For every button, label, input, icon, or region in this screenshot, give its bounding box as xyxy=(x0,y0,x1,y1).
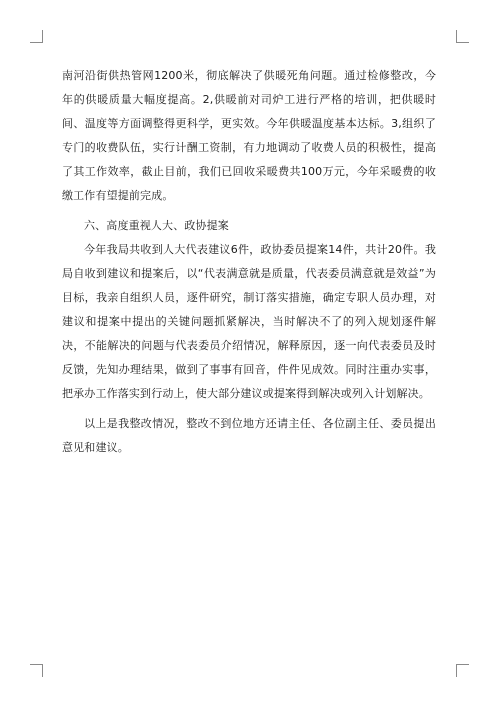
paragraph-closing: 以上是我整改情况，整改不到位地方还请主任、各位副主任、委员提出意见和建议。 xyxy=(62,417,436,454)
crop-mark-bottom-right xyxy=(456,664,469,677)
document-body xyxy=(62,64,436,460)
section-heading-proposals: 六、高度重视人大、政协提案 xyxy=(84,219,229,232)
crop-mark-bottom-left xyxy=(30,664,43,677)
crop-mark-top-right xyxy=(456,30,469,43)
paragraph-proposals-handling: 今年我局共收到人大代表建议6件，政协委员提案14件，共计20件。我局自收到建议和提案后，以“代表满意就是质量，代表委员满意就是效益”为目标，我亲自组织人员，逐件研究，制订落实措施，确定专职人员办理，对建议和提案中提出的关键问题抓紧解决，当时解决不了的列入规划逐件解决，不能解决的问题与代表委员介绍情况，解释原因，逐一向代表委员及时反馈，先知办理结果，做到了事事有回音，件件见成效。同时注重办实事，把承办工作落实到行动上，使大部分建议或提案得到解决或列入计划解决。 xyxy=(62,243,436,400)
paragraph-heating-summary: 南河沿街供热管网1200米，彻底解决了供暖死角问题。通过检修整改，今年的供暖质量大幅度提高。2,供暖前对司炉工进行严格的培训，把供暖时间、温度等方面调整得更科学，更实效。今年供暖温度基本达标。3,组织了专门的收费队伍，实行计酬工资制，有力地调动了收费人员的积极性，提高了其工作效率，截止目前，我们已回收采暖费共100万元，今年采暖费的收缴工作有望提前完成。 xyxy=(62,69,436,202)
crop-mark-top-left xyxy=(30,30,43,43)
